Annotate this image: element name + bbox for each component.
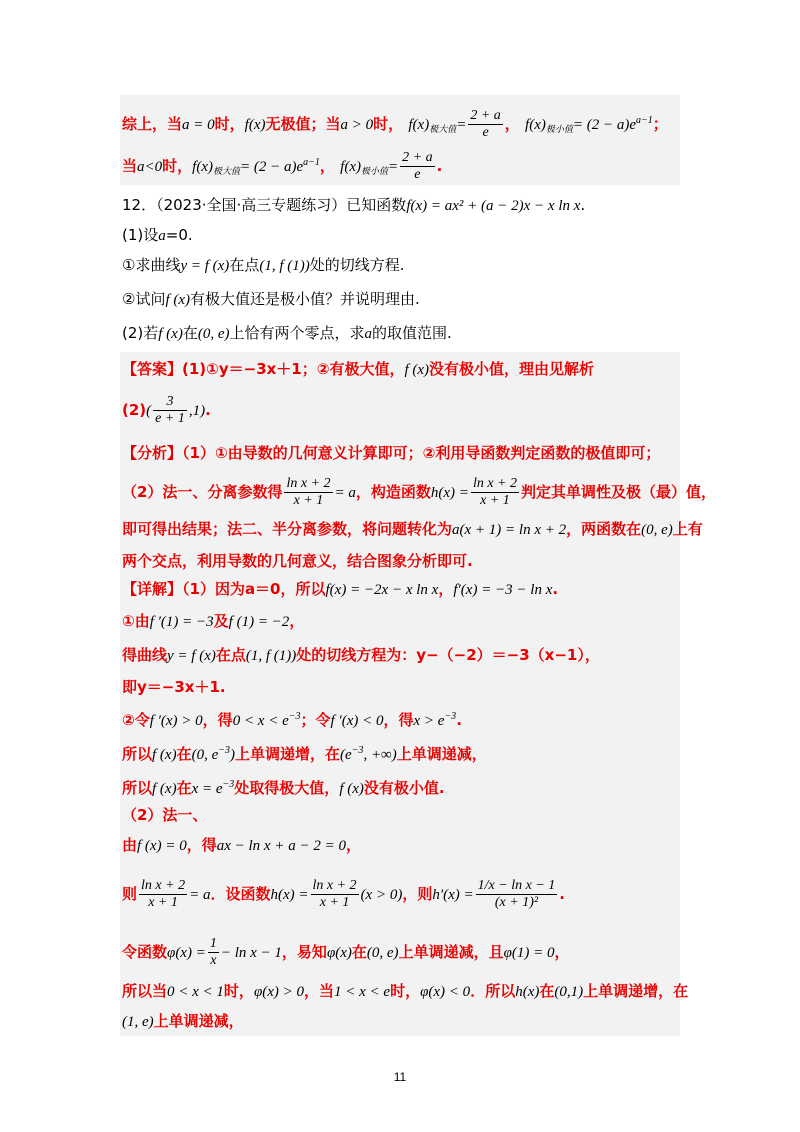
detail-line-2: ①由f ′(1) = −3及f (1) = −2， <box>122 612 305 630</box>
detail-line-13: (1, e)上单调递减， <box>122 1012 244 1030</box>
problem-part-1: (1)设a=0. <box>122 226 193 244</box>
detail-line-9: 由f (x) = 0，得ax − ln x + a − 2 = 0， <box>122 836 361 854</box>
detail-line-7: 所以f (x)在$x = e^{-3}$处取得极大值，f (x)没有极小值. <box>122 779 445 797</box>
analysis-line-4: 两个交点，利用导数的几何意义，结合图象分析即可. <box>122 552 473 570</box>
detail-line-8: （2）法一、 <box>122 806 208 824</box>
detail-line-1: 【详解】（1）因为a＝0，所以f(x) = −2x − x ln x，f′(x) = −3 − ln x. <box>122 580 559 598</box>
answer-line-2: (2)( $\frac{3}{e + 1}$ ,1). <box>122 394 211 426</box>
detail-line-5: ②令f ′(x) > 0，得$0 < x < e^{-3}$；令f ′(x) < 0，得$x > e^{-3}$. <box>122 711 462 729</box>
problem-part-2: (2)若f (x)在(0, e)上恰有两个零点，求a的取值范围. <box>122 324 452 342</box>
summary-line-2: 当a<0时，$f(x)_{极大值}= (2 - a)e^{a-1}$， $f(x)_{极小值}=$ $\frac{2 + a}{e}$ . <box>122 150 443 182</box>
analysis-line-2: （2）法一、分离参数得 $\frac{\text{ln x + 2}}{x + 1}$ = a，构造函数h(x) = $\frac{\text{ln x + 2}}{x + 1}$ 判定其单调性及极（最）值， <box>122 476 717 508</box>
problem-stem: 12．（2023·全国·高三专题练习）已知函数f(x) = ax² + (a − 2)x − x ln x. <box>122 196 586 214</box>
detail-line-12: 所以当0 < x < 1时，φ(x) > 0，当1 < x < e时，φ(x) < 0．所以h(x)在(0,1)上单调递增，在 <box>122 982 689 1000</box>
detail-line-6: 所以f (x)在(0, $e^{-3}$)上单调递增，在($e^{-3}$, +∞)上单调递减， <box>122 745 487 763</box>
page-number: 11 <box>393 1070 407 1084</box>
problem-part-1-q1: ①求曲线y = f (x)在点(1, f (1))处的切线方程. <box>122 256 405 274</box>
answer-line-1: 【答案】(1)①y＝−3x＋1；②有极大值，f (x)没有极小值，理由见解析 <box>122 360 595 378</box>
summary-line-1: 综上，当a = 0时，f(x)无极值；当a > 0时， $f(x)_{极大值}=$ $\frac{2 + a}{e}$ ， $f(x)_{极小值}= (2 - a)e^{a-1}$； <box>122 108 668 140</box>
detail-line-11: 令函数φ(x) = $\frac{1}{x}$ − ln x − 1，易知φ(x)在(0, e)上单调递减，且φ(1) = 0， <box>122 936 570 968</box>
analysis-line-3: 即可得出结果；法二、半分离参数，将问题转化为a(x + 1) = ln x + 2，两函数在(0, e)上有 <box>122 520 703 538</box>
problem-part-1-q2: ②试问f (x)有极大值还是极小值？并说明理由. <box>122 290 420 308</box>
detail-line-4: 即y＝−3x＋1. <box>122 678 226 696</box>
detail-line-3: 得曲线y = f (x)在点(1, f (1))处的切线方程为：y−（−2）＝−3（x−1）， <box>122 646 600 664</box>
detail-line-10: 则 $\frac{\text{ln x + 2}}{x + 1}$ = a．设函数h(x) = $\frac{\text{ln x + 2}}{x + 1}$ (x > 0)，则h′(x) = $\frac{\text{1/x − ln x − 1}}{\text{(x + 1)²}}$ . <box>122 878 565 910</box>
analysis-line-1: 【分析】（1）①由导数的几何意义计算即可；②利用导函数判定函数的极值即可； <box>122 444 661 462</box>
